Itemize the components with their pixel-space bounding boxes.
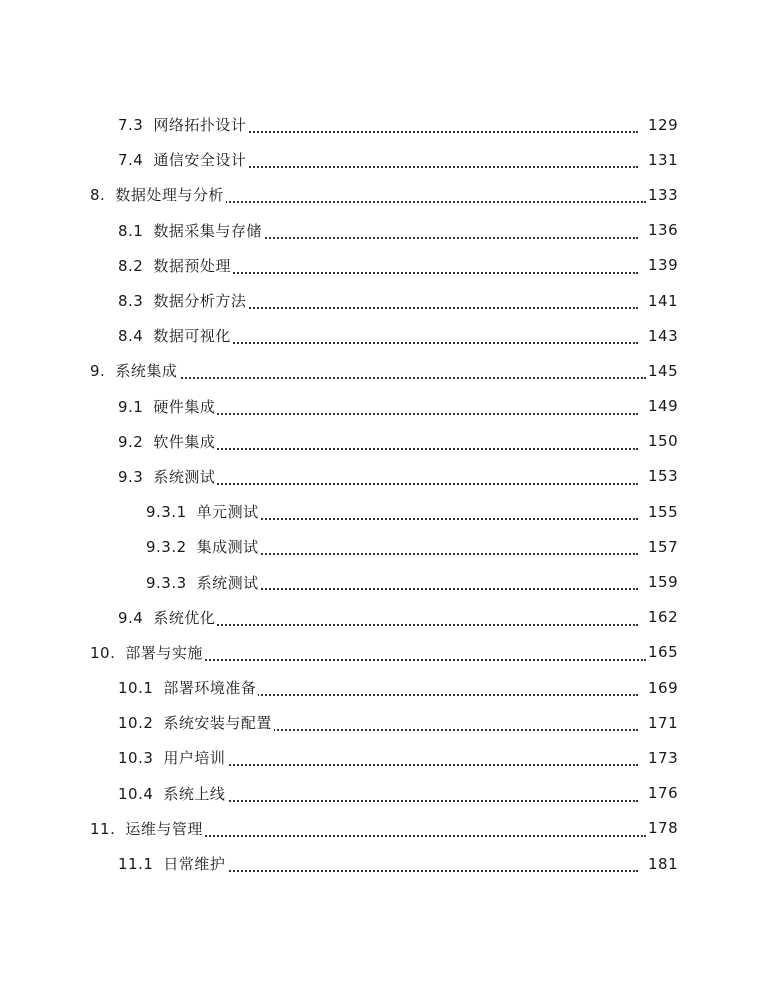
section-title: 系统测试: [196, 573, 259, 592]
page-number: 136: [648, 221, 679, 240]
toc-entry-label: [90, 818, 205, 839]
toc-entry-label: [146, 536, 261, 557]
toc-entry[interactable]: [0, 142, 765, 177]
page-number: 143: [648, 326, 679, 345]
toc-entry[interactable]: [0, 811, 765, 846]
section-title: 数据可视化: [153, 327, 231, 346]
section-number: 10.2: [118, 714, 154, 733]
section-number: 8.2: [118, 256, 144, 275]
toc-entry-label: [146, 501, 261, 522]
section-title: 网络拓扑设计: [153, 116, 247, 135]
section-title: 系统集成: [115, 362, 178, 381]
toc-entry-label: [118, 783, 227, 804]
section-number: 7.4: [118, 151, 144, 170]
section-title: 系统安装与配置: [163, 714, 272, 733]
section-title: 日常维护: [163, 855, 226, 874]
section-title: 软件集成: [153, 432, 216, 451]
section-title: 系统测试: [153, 467, 216, 486]
toc-entry-label: [118, 466, 217, 487]
toc-entry-label: [118, 290, 248, 311]
toc-entry-label: [118, 853, 227, 874]
page-number: 139: [648, 256, 679, 275]
page-number: 173: [648, 748, 679, 767]
page-number: 157: [648, 537, 679, 556]
toc-entry[interactable]: [0, 705, 765, 740]
section-title: 部署环境准备: [163, 679, 257, 698]
page-number: 155: [648, 502, 679, 521]
section-title: 用户培训: [163, 749, 226, 768]
section-number: 8.: [90, 186, 106, 205]
section-title: 硬件集成: [153, 397, 216, 416]
toc-entry[interactable]: [0, 846, 765, 881]
toc-entry[interactable]: [0, 213, 765, 248]
toc-entry[interactable]: [0, 283, 765, 318]
toc-entry-label: [118, 149, 248, 170]
toc-entry[interactable]: [0, 318, 765, 353]
toc-entry[interactable]: [0, 494, 765, 529]
section-number: 9.: [90, 362, 106, 381]
section-number: 9.4: [118, 608, 144, 627]
section-title: 集成测试: [196, 538, 259, 557]
page-number: 162: [648, 608, 679, 627]
toc-entry-label: [118, 431, 217, 452]
section-title: 系统上线: [163, 784, 226, 803]
toc-entry-label: [118, 325, 233, 346]
toc-entry[interactable]: [0, 389, 765, 424]
section-title: 系统优化: [153, 608, 216, 627]
section-number: 11.1: [118, 855, 154, 874]
page-number: 145: [648, 361, 679, 380]
section-title: 数据分析方法: [153, 292, 247, 311]
page-number: 150: [648, 432, 679, 451]
section-title: 数据采集与存储: [153, 221, 262, 240]
page-number: 176: [648, 784, 679, 803]
section-title: 运维与管理: [125, 819, 203, 838]
toc-entry-label: [118, 220, 264, 241]
page-number: 169: [648, 678, 679, 697]
section-number: 9.1: [118, 397, 144, 416]
toc-entry-label: [90, 360, 179, 381]
section-number: 11.: [90, 819, 116, 838]
page-number: 131: [648, 150, 679, 169]
page-number: 129: [648, 115, 679, 134]
page-number: 181: [648, 854, 679, 873]
section-title: 单元测试: [196, 503, 259, 522]
section-number: 8.4: [118, 327, 144, 346]
toc-entry[interactable]: [0, 670, 765, 705]
toc-entry[interactable]: [0, 424, 765, 459]
toc-entry-label: [118, 607, 217, 628]
section-number: 10.: [90, 643, 116, 662]
toc-entry-label: [146, 572, 261, 593]
page-number: 159: [648, 573, 679, 592]
section-title: 部署与实施: [125, 643, 203, 662]
toc-entry[interactable]: [0, 353, 765, 388]
toc-entry[interactable]: [0, 740, 765, 775]
page-number: 133: [648, 185, 679, 204]
section-number: 10.3: [118, 749, 154, 768]
toc-entry-label: [118, 114, 248, 135]
page-number: 165: [648, 643, 679, 662]
section-title: 通信安全设计: [153, 151, 247, 170]
toc-entry-label: [90, 184, 226, 205]
toc-entry[interactable]: [0, 177, 765, 212]
section-number: 9.3.1: [146, 503, 187, 522]
toc-entry-label: [118, 712, 274, 733]
section-number: 10.1: [118, 679, 154, 698]
page-number: 149: [648, 397, 679, 416]
page-number: 178: [648, 819, 679, 838]
section-number: 8.1: [118, 221, 144, 240]
toc-entry[interactable]: [0, 107, 765, 142]
toc-entry-label: [118, 677, 258, 698]
toc-entry-label: [118, 396, 217, 417]
toc-entry[interactable]: [0, 776, 765, 811]
section-number: 7.3: [118, 116, 144, 135]
section-number: 8.3: [118, 292, 144, 311]
section-number: 9.2: [118, 432, 144, 451]
page-number: 141: [648, 291, 679, 310]
section-title: 数据处理与分析: [115, 186, 224, 205]
toc-entry[interactable]: [0, 248, 765, 283]
toc-entry[interactable]: [0, 529, 765, 564]
section-number: 10.4: [118, 784, 154, 803]
section-title: 数据预处理: [153, 256, 231, 275]
page-number: 171: [648, 713, 679, 732]
toc-entry[interactable]: [0, 564, 765, 599]
toc-entry-label: [118, 255, 233, 276]
page-number: 153: [648, 467, 679, 486]
toc-entry-label: [118, 747, 227, 768]
toc-entry[interactable]: [0, 635, 765, 670]
toc-entry[interactable]: [0, 459, 765, 494]
toc-entry-label: [90, 642, 205, 663]
section-number: 9.3: [118, 467, 144, 486]
toc-entry[interactable]: [0, 600, 765, 635]
table-of-contents: [0, 107, 765, 881]
section-number: 9.3.2: [146, 538, 187, 557]
section-number: 9.3.3: [146, 573, 187, 592]
